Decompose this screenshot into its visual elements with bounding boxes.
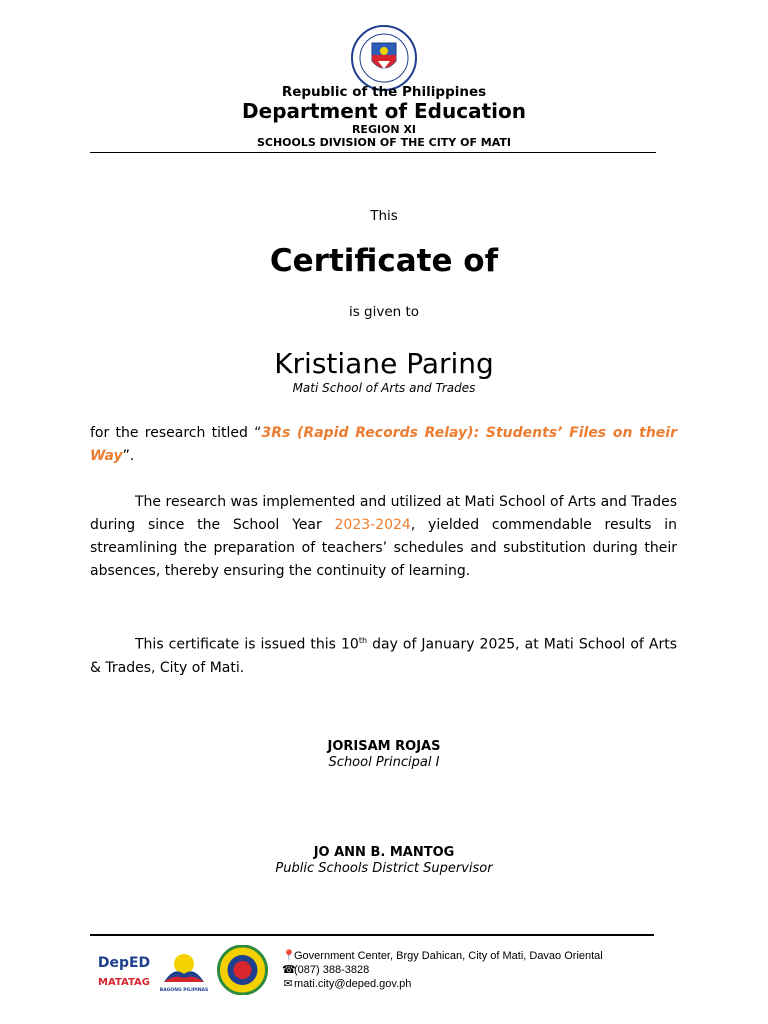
signatory-1-title: School Principal I [328, 755, 440, 770]
p1-text-before: The research was implemented and utilized at Mati School of Arts and Trades during since the School Year [90, 494, 677, 533]
phone-icon: ☎ [282, 964, 296, 976]
deped-matatag-logo [96, 948, 152, 992]
republic-line: Republic of the Philippines [281, 84, 487, 100]
signatory-2-title: Public Schools District Supervisor [275, 861, 493, 876]
p2-text-before: This certificate is issued this 10 [135, 636, 359, 653]
signatory-2-name: JO ANN B. MANTOG [313, 845, 455, 860]
body-paragraph-2 [90, 629, 677, 680]
research-title-paragraph [90, 422, 677, 468]
phone-text: (087) 388-3828 [294, 964, 370, 976]
footer-phone [282, 963, 369, 976]
research-suffix: ”. [122, 448, 135, 464]
email-icon: ✉ [283, 978, 293, 990]
footer-address [282, 949, 603, 962]
p2-text-after: day of January 2025, at Mati School of Arts & Trades, City of Mati. [90, 636, 677, 676]
header-divider [90, 152, 656, 153]
certificate-intro: This [370, 208, 398, 224]
certificate-title: Certificate of [269, 243, 499, 279]
email-text: mati.city@deped.gov.ph [294, 978, 412, 990]
body-paragraph-1 [90, 491, 677, 583]
p1-text-after: , yielded commendable results in streamlining the preparation of teachers’ schedules and substitution during their absences, thereby ensuring the continuity of learning. [90, 517, 677, 579]
footer-email [282, 977, 411, 990]
recipient-school: Mati School of Arts and Trades [292, 381, 476, 395]
signatory-1-name: JORISAM ROJAS [327, 739, 441, 754]
school-year: 2023-2024 [334, 517, 411, 533]
ordinal-suffix: th [358, 636, 368, 645]
deped-seal-logo [348, 25, 420, 91]
logo1-subtext: MATATAG [98, 977, 150, 988]
division-seal-logo [215, 945, 270, 995]
bagong-pilipinas-logo [158, 944, 210, 994]
location-pin-icon: 📍 [282, 950, 296, 962]
recipient-name: Kristiane Paring [274, 347, 494, 380]
department-name: Department of Education [242, 99, 526, 123]
region-line: REGION XI [351, 123, 417, 136]
research-title: 3Rs (Rapid Records Relay): Students’ Files on their Way [90, 425, 678, 464]
division-line: SCHOOLS DIVISION OF THE CITY OF MATI [256, 136, 511, 149]
logo1-text: DepED [97, 955, 151, 971]
research-prefix: for the research titled “ [90, 425, 262, 441]
footer-divider [90, 934, 654, 936]
logo2-caption: BAGONG PILIPINAS [159, 988, 209, 993]
address-text: Government Center, Brgy Dahican, City of Mati, Davao Oriental [294, 950, 603, 962]
given-to-line: is given to [348, 304, 420, 320]
